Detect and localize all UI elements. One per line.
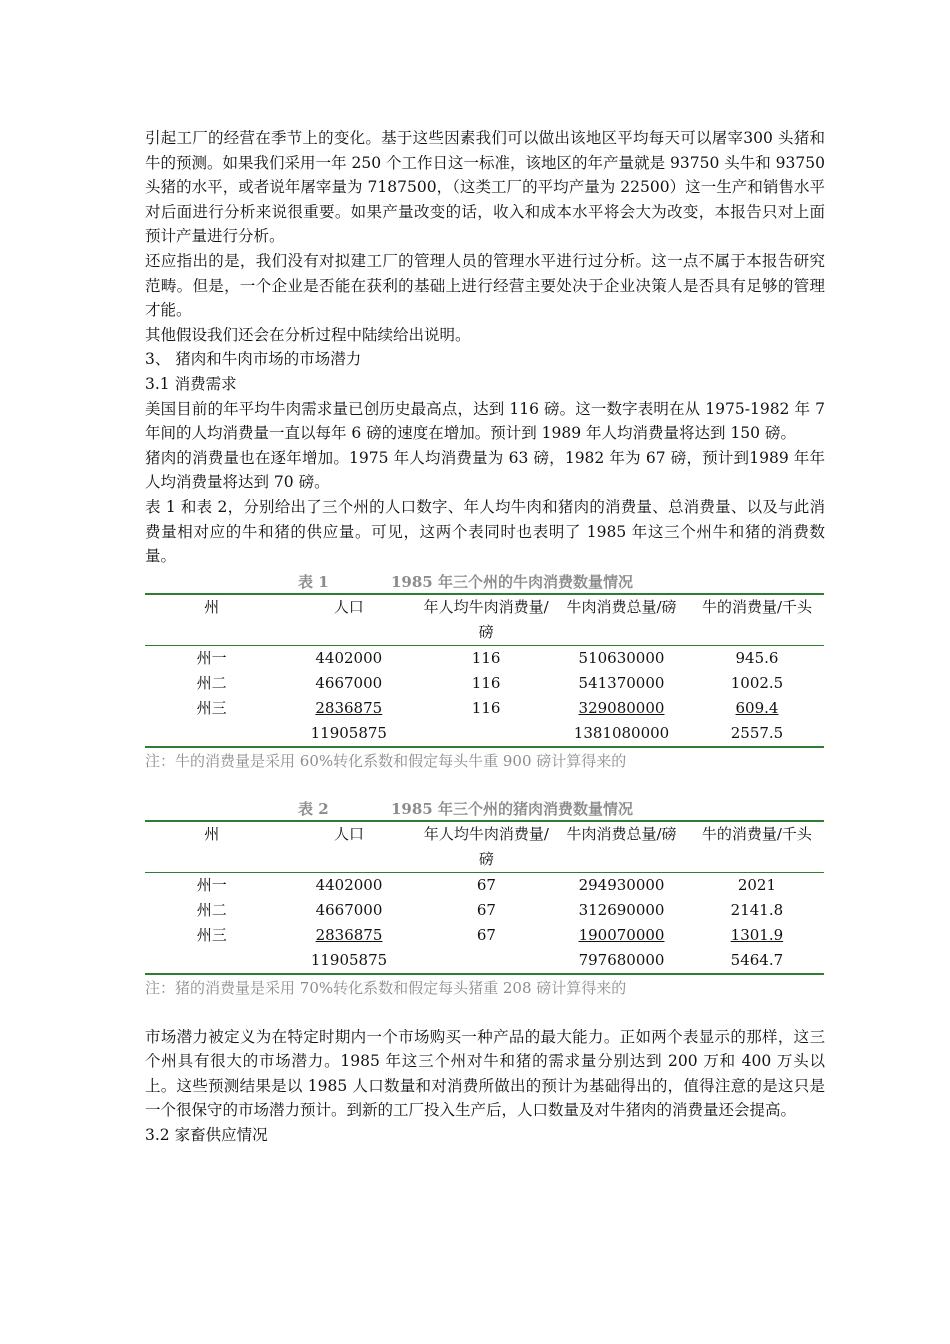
- table-cell: [690, 923, 824, 948]
- table-cell: 797680000: [578, 950, 665, 969]
- intro-paragraph-3: 其他假设我们还会在分析过程中陆续给出说明。: [145, 325, 471, 344]
- table-cell: [279, 923, 420, 948]
- header-cell: 州: [204, 597, 220, 616]
- document-page: [145, 126, 825, 1148]
- table-cell: [690, 696, 824, 721]
- header-cell: 人口: [333, 597, 364, 616]
- table-1-title: 1985 年三个州的牛肉消费数量情况: [391, 572, 633, 591]
- header-cell: 州: [204, 824, 220, 843]
- table-cell: 州一: [196, 875, 227, 894]
- underlined-value: 2836875: [315, 925, 383, 944]
- table-cell: 州二: [196, 673, 227, 692]
- table-row: [145, 645, 824, 671]
- table-cell: 67: [476, 875, 496, 894]
- demand-paragraph-3: 表 1 和表 2，分别给出了三个州的人口数字、年人均牛肉和猪肉的消费量、总消费量、以及与此消费量相对应的牛和猪的供应量。可见，这两个表同时也表明了 1985 年这三个州牛和猪的消费数量。: [145, 497, 825, 566]
- table-cell: 294930000: [578, 875, 665, 894]
- table-cell: 2141.8: [730, 900, 784, 919]
- header-cell: 牛肉消费总量/磅: [566, 824, 677, 843]
- table-cell: 1002.5: [730, 673, 784, 692]
- underlined-value: 190070000: [578, 925, 665, 944]
- table-1-block: [145, 571, 825, 774]
- table-cell: 67: [476, 925, 496, 944]
- table-1-note: 注：牛的消费量是采用 60%转化系数和假定每头牛重 900 磅计算得来的: [145, 751, 627, 770]
- table-cell: 2557.5: [730, 723, 784, 742]
- table-cell: 11905875: [310, 950, 388, 969]
- table-cell: 2021: [737, 875, 776, 894]
- table-total-row: [145, 721, 824, 747]
- header-cell: 人口: [334, 824, 365, 843]
- underlined-value: 1301.9: [730, 925, 784, 944]
- table-cell: 州二: [196, 900, 227, 919]
- header-cell: 年人均牛肉消费量/磅: [423, 597, 549, 641]
- table-cell: 5464.7: [730, 950, 784, 969]
- table-header-row: [145, 594, 824, 646]
- table-cell: [553, 923, 690, 948]
- header-cell: 牛的消费量/千头: [701, 597, 813, 616]
- table-cell: 312690000: [578, 900, 665, 919]
- table-2-block: [145, 798, 825, 1001]
- market-potential-paragraph: 市场潜力被定义为在特定时期内一个市场购买一种产品的最大能力。正如两个表显示的那样，这三个州具有很大的市场潜力。1985 年这三个州对牛和猪的需求量分别达到 200 万和 400 万头以上。这些预测结果是以 1985 人口数量和对消费所做出的预计为基础得出的，值得注意的是这只是一个很保守的市场潜力预计。到新的工厂投入生产后，人口数量及对牛猪肉的消费量还会提高。: [145, 1027, 825, 1120]
- section-3-heading: 3、 猪肉和牛肉市场的市场潜力: [145, 350, 362, 369]
- table-row: [145, 872, 824, 898]
- demand-paragraph-1: 美国目前的年平均牛肉需求量已创历史最高点，达到 116 磅。这一数字表明在从 1975-1982 年 7 年间的人均消费量一直以每年 6 磅的速度在增加。预计到 1989 年人均消费量将达到 150 磅。: [145, 399, 825, 443]
- section-3-1-heading: 3.1 消费需求: [145, 374, 237, 393]
- header-cell: 年人均牛肉消费量/磅: [423, 824, 549, 868]
- table-cell: 4667000: [315, 900, 383, 919]
- table-2-note: 注：猪的消费量是采用 70%转化系数和假定每头猪重 208 磅计算得来的: [145, 978, 627, 997]
- table-2-caption: [145, 798, 825, 820]
- table-cell: 州一: [196, 648, 227, 667]
- table-cell: [278, 696, 419, 721]
- table-row: [145, 671, 824, 696]
- table-cell: [145, 948, 279, 974]
- table-cell: [145, 721, 278, 747]
- table-cell: 州三: [196, 698, 227, 717]
- table-cell: 116: [471, 673, 501, 692]
- table-header-row: [145, 821, 824, 873]
- table-1-number: 表 1: [298, 572, 329, 591]
- table-cell: 4402000: [315, 875, 383, 894]
- table-cell: 510630000: [578, 648, 665, 667]
- table-2-title: 1985 年三个州的猪肉消费数量情况: [391, 799, 633, 818]
- underlined-value: 2836875: [315, 698, 383, 717]
- intro-paragraph-1: 引起工厂的经营在季节上的变化。基于这些因素我们可以做出该地区平均每天可以屠宰300 头猪和牛的预测。如果我们采用一年 250 个工作日这一标准，该地区的年产量就是 93750 头牛和 93750 头猪的水平，或者说年屠宰量为 7187500，（这类工厂的平均产量为 22500）这一生产和销售水平对后面进行分析来说很重要。如果产量改变的话，收入和成本水平将会大为改变，本报告只对上面预计产量进行分析。: [145, 129, 825, 246]
- underlined-value: 329080000: [578, 698, 665, 717]
- demand-paragraph-2: 猪肉的消费量也在逐年增加。1975 年人均消费量为 63 磅，1982 年为 67 磅，预计到1989 年年人均消费量将达到 70 磅。: [145, 448, 825, 492]
- table-cell: 州三: [196, 925, 227, 944]
- table-cell: 11905875: [310, 723, 387, 742]
- table-2-number: 表 2: [298, 799, 329, 818]
- table-1-caption: [145, 571, 825, 593]
- table-cell: 1381080000: [573, 723, 670, 742]
- table-cell: 116: [471, 698, 501, 717]
- table-1: [145, 593, 824, 748]
- header-cell: 牛的消费量/千头: [701, 824, 812, 843]
- underlined-value: 609.4: [735, 698, 779, 717]
- table-2: [145, 820, 824, 975]
- table-cell: [553, 696, 690, 721]
- header-cell: 牛肉消费总量/磅: [566, 597, 677, 616]
- table-cell: 67: [476, 900, 496, 919]
- table-row: [145, 923, 824, 948]
- table-cell: [419, 948, 553, 974]
- table-cell: 4667000: [315, 673, 383, 692]
- table-row: [145, 898, 824, 923]
- table-cell: 945.6: [735, 648, 779, 667]
- table-cell: 541370000: [578, 673, 665, 692]
- table-row: [145, 696, 824, 721]
- table-total-row: [145, 948, 824, 974]
- table-cell: [419, 721, 553, 747]
- section-3-2-heading: 3.2 家畜供应情况: [145, 1126, 268, 1145]
- table-cell: 116: [471, 648, 501, 667]
- intro-paragraph-2: 还应指出的是，我们没有对拟建工厂的管理人员的管理水平进行过分析。这一点不属于本报告研究范畴。但是，一个企业是否能在获利的基础上进行经营主要处决于企业决策人是否具有足够的管理才能。: [145, 251, 825, 320]
- table-cell: 4402000: [315, 648, 383, 667]
